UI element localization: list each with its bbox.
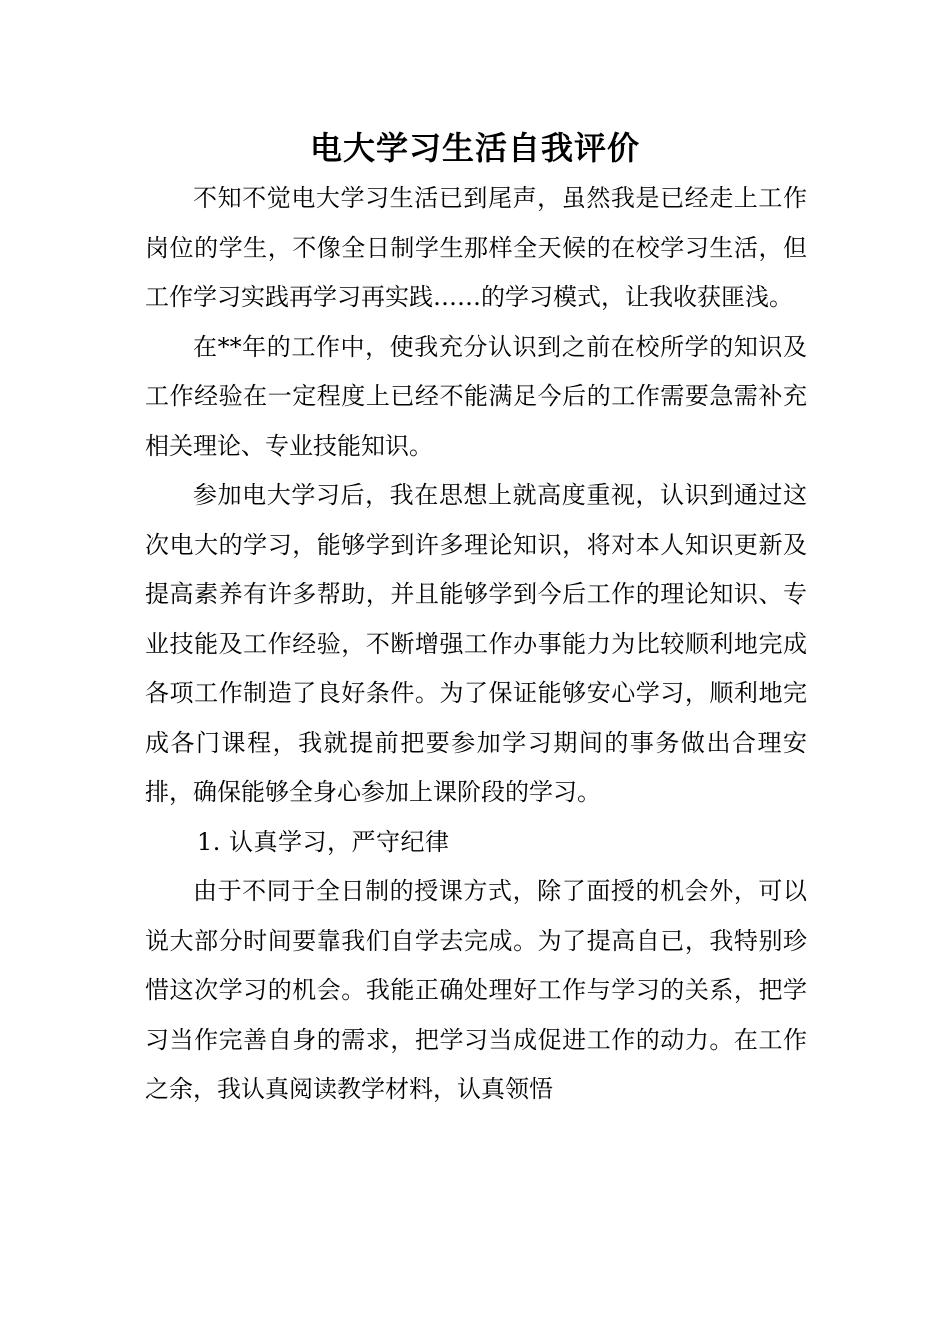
section-heading: 1. 认真学习，严守纪律	[197, 827, 450, 856]
paragraph-intro: 不知不觉电大学习生活已到尾声，虽然我是已经走上工作岗位的学生，不像全日制学生那样全天候的在校学习生活，但工作学习实践再学习再实践……的学习模式，让我收获匪浅。	[145, 184, 807, 311]
paragraph-section-body: 由于不同于全日制的授课方式，除了面授的机会外，可以说大部分时间要靠我们自学去完成。为了提高自已，我特别珍惜这次学习的机会。我能正确处理好工作与学习的关系，把学习当作完善自身的需求，把学习当成促进工作的动力。在工作之余，我认真阅读教学材料，认真领悟	[145, 877, 807, 1103]
document-title: 电大学习生活自我评价	[309, 129, 640, 167]
document-body	[145, 174, 807, 1115]
paragraph-study-commitment: 参加电大学习后，我在思想上就高度重视，认识到通过这次电大的学习，能够学到许多理论知识，将对本人知识更新及提高素养有许多帮助，并且能够学到今后工作的理论知识、专业技能及工作经验，不断增强工作办事能力为比较顺利地完成各项工作制造了良好条件。为了保证能够安心学习，顺利地完成各门课程，我就提前把要参加学习期间的事务做出合理安排，确保能够全身心参加上课阶段的学习。	[145, 481, 807, 806]
paragraph-work-experience: 在**年的工作中，使我充分认识到之前在校所学的知识及工作经验在一定程度上已经不能满足今后的工作需要急需补充相关理论、专业技能知识。	[145, 332, 807, 460]
